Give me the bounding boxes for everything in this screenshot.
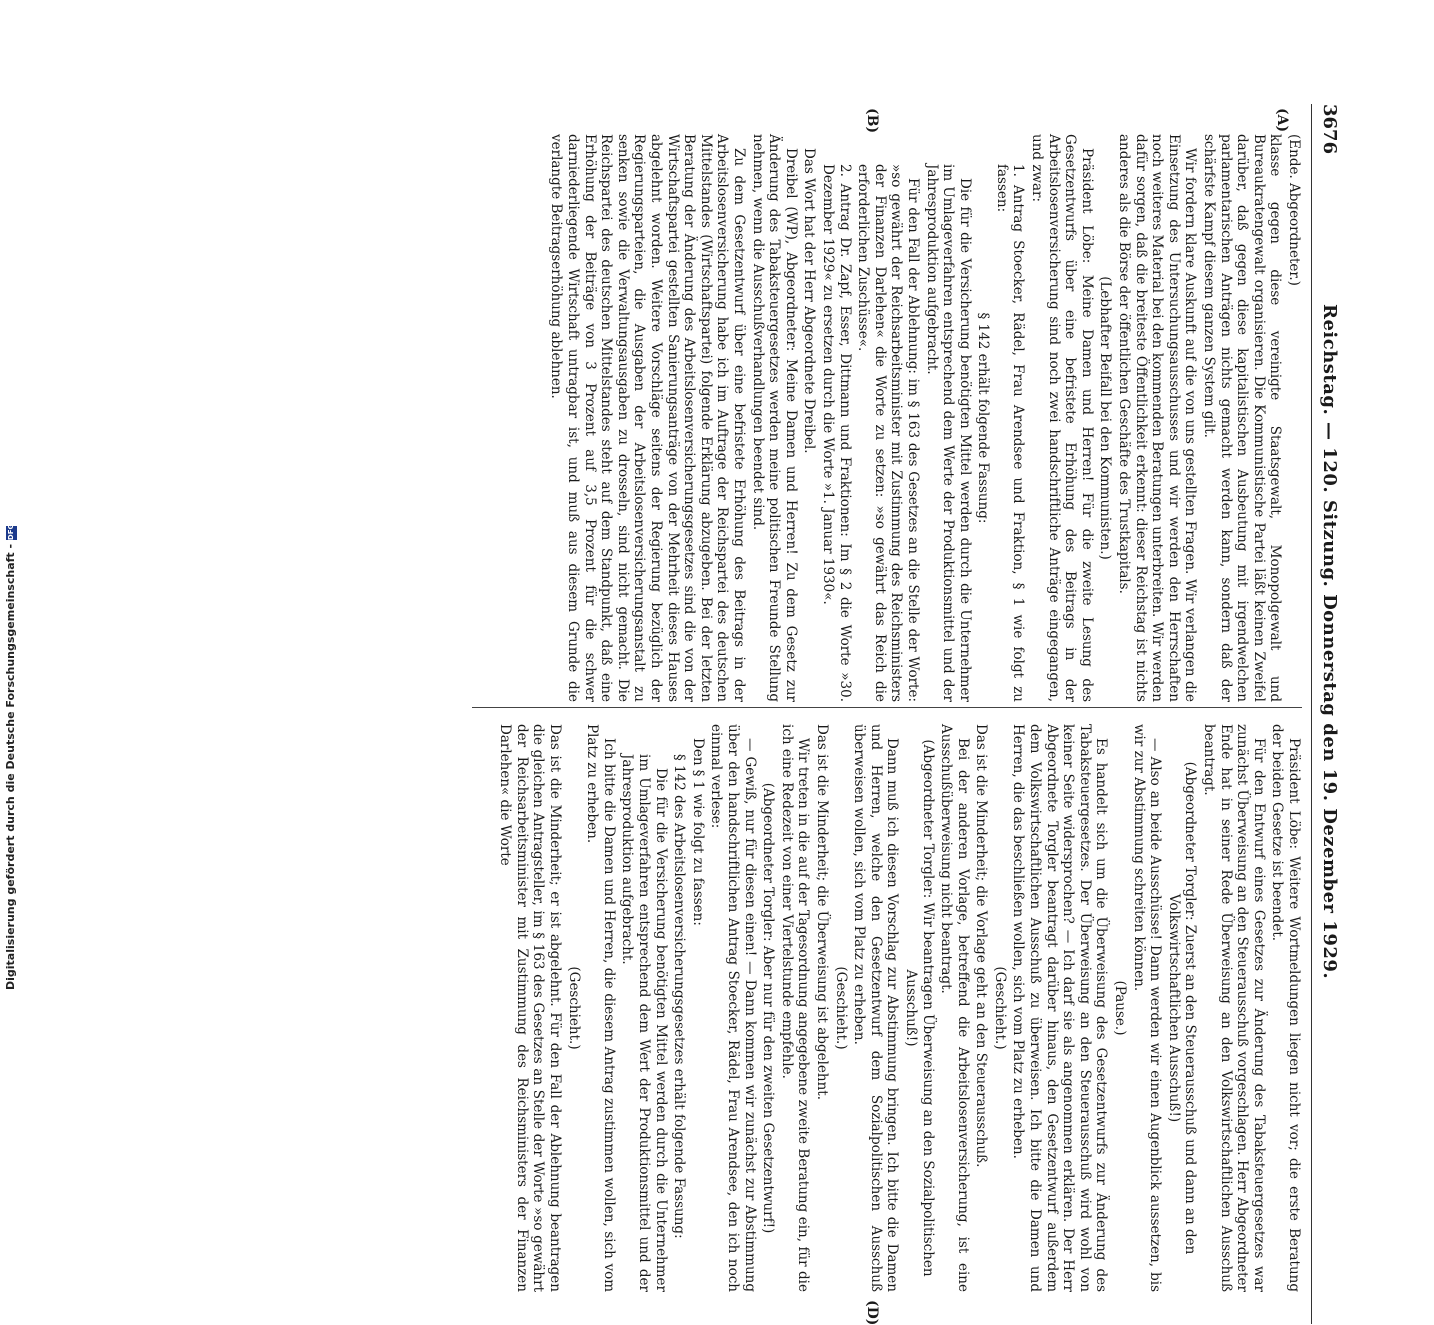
right-column-paragraph: Ich bitte die Damen und Herren, die diesem Antrag zustimmen wollen, sich vom Platz zu erheben. <box>584 724 617 1292</box>
column-divider <box>472 707 1302 708</box>
left-column-paragraph: Das Wort hat der Herr Abgeordnete Dreibel. <box>801 148 818 454</box>
footer-text: Digitalisierung gefördert durch die Deutsche Forschungsgemeinschaft - <box>4 543 17 990</box>
margin-mark-d: (D) <box>864 1300 880 1325</box>
margin-mark-b: (B) <box>864 108 880 134</box>
page-header <box>1312 104 1342 1324</box>
right-column-paragraph: (Geschieht.) <box>565 966 582 1050</box>
right-column-paragraph: — Gewiß, nur für diesen einen! — Dann kommen wir zunächst zur Abstimmung über den handschriftlichen Antrag Stoecker, Rädel, Frau Arendsee, den ich noch einmal verlese: <box>708 724 758 1292</box>
left-column-paragraph: Zu dem Gesetzentwurf über eine befristete Erhöhung des Beitrags in der Arbeitslosenversicherung habe ich im Auftrage der Reichspartei des deutschen Mittelstandes (Wirtschaftspartei) folgende Erklärung abzugeben. Bei der letzten Beratung der Änderung des Arbeitslosenversicherungsgesetzes sind die von der Wirtschaftspartei gestellten Sanierungsanträge von der Mehrheit dieses Hauses abgelehnt worden. Weitere Vorschläge seitens der Regierung bezüglich der Regierungsparteien, die Ausgaben der Arbeitslosenversicherungsanstalt zu senken sowie die Verwaltungsausgaben zu drosseln, sind nicht gemacht. Die Reichspartei des deutschen Mittelstandes steht auf dem Standpunkt, daß eine Erhöhung der Beiträge von 3 Prozent auf 3,5 Prozent für die schwer darniederliegende Wirtschaft untragbar ist, und muß aus diesem Grunde die verlangte Beitragserhöhung ablehnen. <box>548 134 747 702</box>
left-column <box>472 134 1302 702</box>
running-title: Reichstag. — 120. Sitzung. Donnerstag den 19. Dezember 1929. <box>1319 304 1340 980</box>
right-column-paragraph: Das ist die Minderheit; die Überweisung ist abgelehnt. <box>813 724 830 1100</box>
left-column-paragraph: (Ende. Abgeordneter.) <box>1286 134 1302 286</box>
right-column-paragraph: — Also an beide Ausschüsse! Dann werden wir einen Augenblick aussetzen, bis wir zur Abstimmung schreiten können. <box>1130 724 1164 1292</box>
right-column-paragraph: (Geschieht.) <box>832 966 849 1050</box>
right-column-paragraph: § 142 des Arbeitslosenversicherungsgesetzes erhält folgende Fassung: <box>671 754 688 1239</box>
right-column-paragraph: Das ist die Minderheit; die Vorlage geht an den Steuerausschuß. <box>973 724 990 1168</box>
right-column-paragraph: Wir treten in die auf der Tagesordnung angegebene zweite Beratung ein, für die ich eine Redezeit von einer Viertelstunde empfehle. <box>778 724 812 1292</box>
left-column-paragraph: (Lebhafter Beifall bei den Kommunisten.) <box>1097 276 1114 560</box>
right-column-paragraph: Die für die Versicherung benötigten Mittel werden durch die Unternehmer im Umlageverfahren entsprechend dem Wert der Produktionsmittel und der Jahresproduktion aufgebracht. <box>619 754 669 1292</box>
left-column-paragraph: Für den Fall der Ablehnung: im § 163 des Gesetzes an die Stelle der Worte: »so gewährt der Reichsarbeitsminister mit Zustimmung des Reichsministers der Finanzen Darlehen« die Worte zu setzen: »so gewährt das Reich die erforderlichen Zuschüsse«. <box>855 164 921 702</box>
right-column-paragraph: Präsident Löbe: Weitere Wortmeldungen liegen nicht vor; die erste Beratung der beiden Gesetze ist beendet. <box>1269 724 1302 1292</box>
left-column-paragraph: Die für die Versicherung benötigten Mittel werden durch die Unternehmer im Umlageverfahren entsprechend dem Werte der Produktionsmittel und der Jahresproduktion aufgebracht. <box>923 164 973 702</box>
left-column-paragraph: klasse gegen diese vereinigte Staatsgewalt, Monopolgewalt und Bureaukratengewalt organisieren. Die Kommunistische Partei läßt keinen Zweifel darüber, daß gegen diese kapitalistischen Ausbeutung mit irgendwelchen parlamentarischen Anträgen nichts gemacht werden kann, sondern daß der schärfste Kampf diesem ganzen System gilt. <box>1201 134 1284 702</box>
right-column-paragraph: Dann muß ich diesen Vorschlag zur Abstimmung bringen. Ich bitte die Damen und Herren, welche den Gesetzentwurf dem Sozialpolitischen Ausschuß überweisen wollen, sich vom Platz zu erheben. <box>851 724 901 1292</box>
dfg-logo-icon: DFG <box>6 523 15 541</box>
right-column-paragraph: (Abgeordneter Torgler: Aber nur für den zweiten Gesetzentwurf!) <box>760 782 777 1234</box>
right-column-paragraph: (Geschieht.) <box>991 966 1008 1050</box>
right-column-paragraph: Das ist die Minderheit; er ist abgelehnt. Für den Fall der Ablehnung beantragen die gleichen Antragsteller, im § 163 des Gesetzes an Stelle der Worte »so gewährt der Reichsarbeitsminister mit Zustimmung des Reichsministers der Finanzen Darlehen« die Worte <box>497 724 564 1292</box>
footer-credit <box>4 522 17 990</box>
right-column-paragraph: (Pause.) <box>1112 980 1129 1036</box>
right-column-paragraph: Den § 1 wie folgt zu fassen: <box>689 738 706 926</box>
rotated-page <box>122 104 1342 1325</box>
right-column-paragraph: Es handelt sich um die Überweisung des Gesetzentwurfs zur Änderung des Tabaksteuergesetzes. Der Überweisung an den Steuerausschuß wird wohl von keiner Seite widersprochen? — Ich darf sie als angenommen erklären. Der Herr Abgeordnete Torgler beantragt darüber hinaus, den Gesetzentwurf außerdem dem Volkswirtschaftlichen Ausschuß zu überweisen. Ich bitte die Damen und Herren, die das beschließen wollen, sich vom Platz zu erheben. <box>1010 724 1110 1292</box>
left-column-paragraph: Präsident Löbe: Meine Damen und Herren! Für die zweite Lesung des Gesetzentwurfs über eine befristete Erhöhung des Beitrags in der Arbeitslosenversicherung sind noch zwei handschriftliche Anträge eingegangen, und zwar: <box>1029 134 1095 702</box>
left-column-paragraph: Wir fordern klare Auskunft auf die von uns gestellten Fragen. Wir verlangen die Einsetzung des Untersuchungsausschusses und wir werden den Herrschaften noch weiteres Material bei den kommenden Beratungen unterbreiten. Wir werden dafür sorgen, daß die breiteste Öffentlichkeit erkennt: dieser Reichstag ist nichts anderes als die Börse der öffentlichen Geschäfte des Trustkapitals. <box>1116 134 1199 702</box>
left-column-paragraph: § 142 erhält folgende Fassung: <box>975 312 992 524</box>
right-column-paragraph: (Abgeordneter Torgler: Wir beantragen Überweisung an den Sozialpolitischen Ausschuß!) <box>902 739 936 1277</box>
right-column-paragraph: Für den Entwurf eines Gesetzes zur Änderung des Tabaksteuergesetzes war zunächst Überweisung an den Steuerausschuß vorgeschlagen. Herr Abgeordneter Ende hat in seiner Rede Überweisung an den Volkswirtschaftlichen Ausschuß beantragt. <box>1201 724 1267 1292</box>
left-column-paragraph: Dreibel (WP), Abgeordneter: Meine Damen und Herren! Zu dem Gesetz zur Änderung des Tabaksteuergesetzes werden meine politischen Freunde Stellung nehmen, wenn die Ausschußverhandlungen beendet sind. <box>749 134 799 702</box>
right-column-paragraph: (Abgeordneter Torgler: Zuerst an den Steuerausschuß und dann an den Volkswirtschaftlichen Ausschuß!) <box>1165 761 1199 1255</box>
margin-mark-a: (A) <box>1274 108 1290 133</box>
header-rule <box>1311 104 1312 1324</box>
page-number: 3676 <box>1319 104 1340 155</box>
right-column-paragraph: Bei der anderen Vorlage, betreffend die Arbeitslosenversicherung, ist eine Ausschußüberweisung nicht beantragt. <box>938 724 971 1292</box>
right-column <box>472 724 1302 1292</box>
left-column-paragraph: 1. Antrag Stoecker, Rädel, Frau Arendsee und Fraktion, § 1 wie folgt zu fassen: <box>993 164 1027 702</box>
left-column-paragraph: 2. Antrag Dr. Zapf, Esser, Dittmann und Fraktionen: Im § 2 die Worte »30. Dezember 1929« zu ersetzen durch die Worte »1. Januar 1930«. <box>819 164 853 702</box>
